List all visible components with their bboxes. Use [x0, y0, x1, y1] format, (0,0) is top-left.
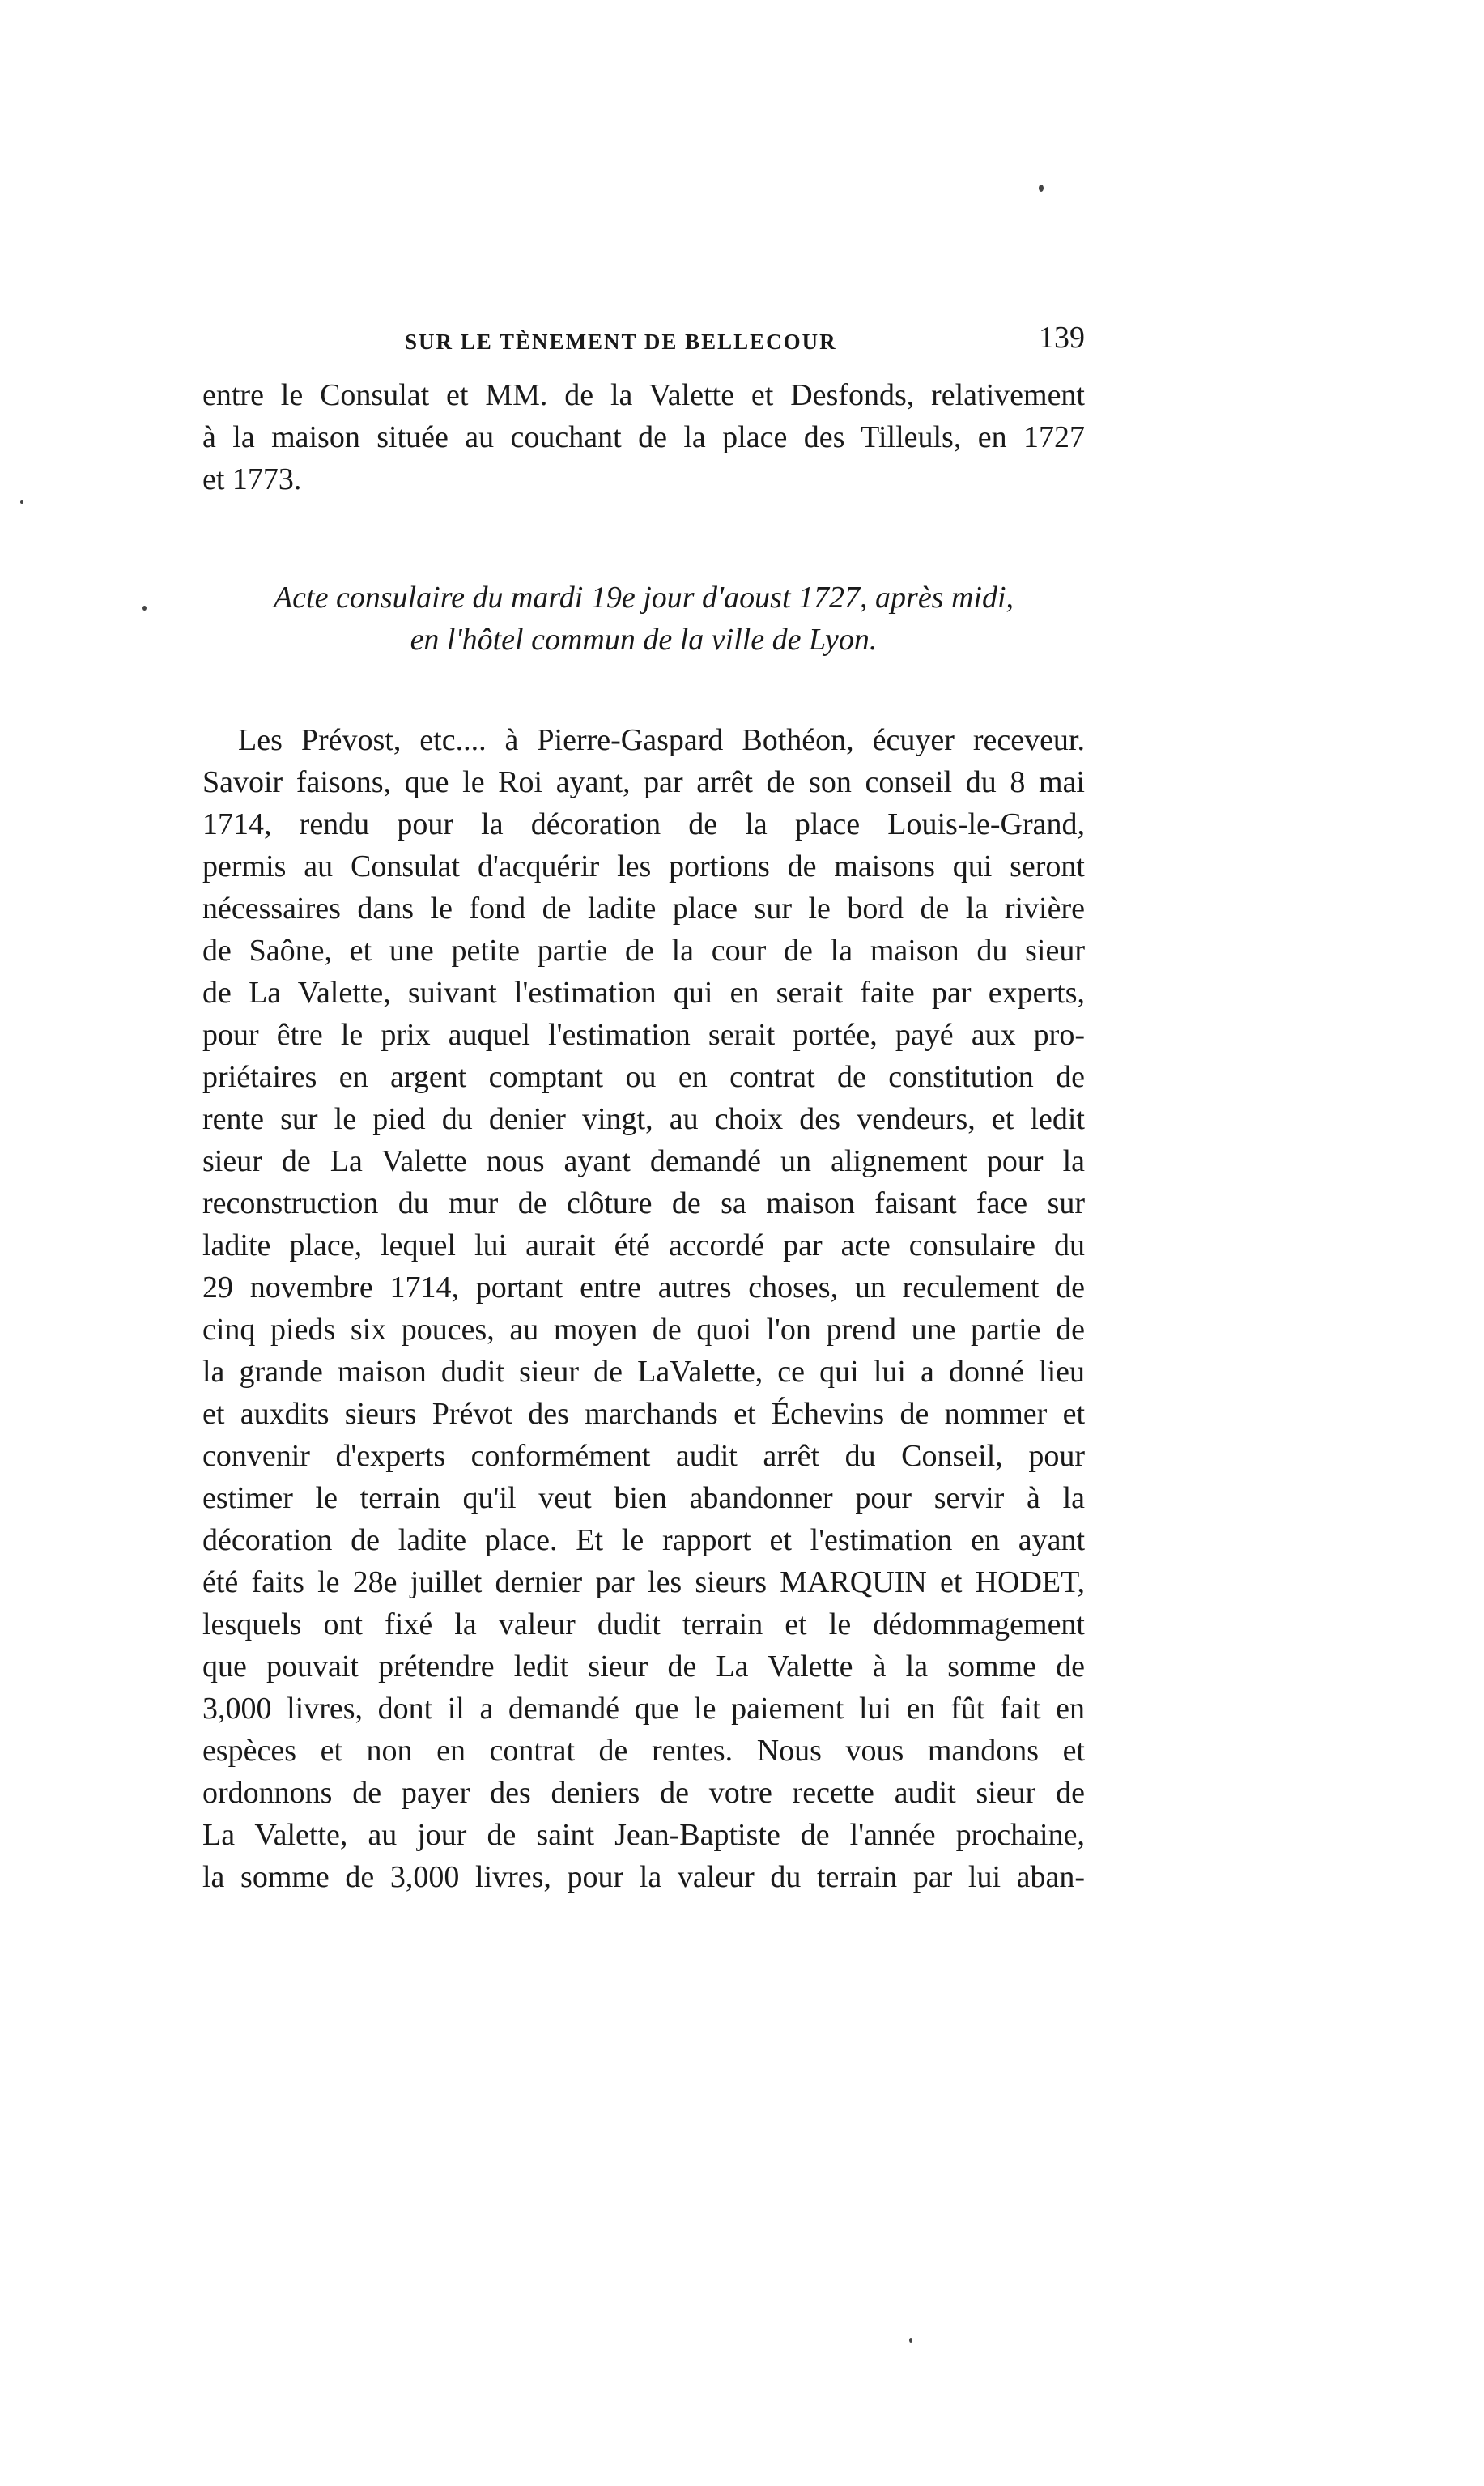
text-line: 29 novembre 1714, portant entre autres choses, un reculement de [202, 1271, 1085, 1305]
scan-speck [909, 2338, 912, 2343]
text-line: ordonnons de payer des deniers de votre recette audit sieur de [202, 1776, 1085, 1810]
text-line: lesquels ont fixé la valeur dudit terrain et le dédommagement [202, 1607, 1085, 1641]
text-line: la somme de 3,000 livres, pour la valeur du terrain par lui aban- [202, 1860, 1085, 1894]
text-line: 1714, rendu pour la décoration de la place Louis-le-Grand, [202, 807, 1085, 841]
act-title-line: en l'hôtel commun de la ville de Lyon. [410, 623, 878, 657]
text-line: de Saône, et une petite partie de la cour de la maison du sieur [202, 934, 1085, 968]
scan-speck [20, 500, 23, 504]
text-line: priétaires en argent comptant ou en contrat de constitution de [202, 1060, 1085, 1094]
text-line: ladite place, lequel lui aurait été accordé par acte consulaire du [202, 1228, 1085, 1262]
text-line: espèces et non en contrat de rentes. Nous vous mandons et [202, 1734, 1085, 1768]
text-line: Les Prévost, etc.... à Pierre-Gaspard Bothéon, écuyer receveur. [238, 723, 1085, 757]
act-title [202, 577, 1085, 661]
text-line: rente sur le pied du denier vingt, au choix des vendeurs, et ledit [202, 1102, 1085, 1136]
text-line: reconstruction du mur de clôture de sa maison faisant face sur [202, 1186, 1085, 1220]
text-line: que pouvait prétendre ledit sieur de La Valette à la somme de [202, 1650, 1085, 1684]
text-line: entre le Consulat et MM. de la Valette et Desfonds, relativement [202, 378, 1085, 412]
running-title: SUR LE TÈNEMENT DE BELLECOUR [405, 330, 837, 354]
text-line: pour être le prix auquel l'estimation serait portée, payé aux pro- [202, 1018, 1085, 1052]
text-line: de La Valette, suivant l'estimation qui en serait faite par experts, [202, 976, 1085, 1010]
scan-speck [142, 606, 147, 611]
text-line: convenir d'experts conformément audit arrêt du Conseil, pour [202, 1439, 1085, 1473]
act-title-line: Acte consulaire du mardi 19e jour d'aoust 1727, après midi, [273, 581, 1014, 615]
text-line: Savoir faisons, que le Roi ayant, par arrêt de son conseil du 8 mai [202, 765, 1085, 799]
text-line: cinq pieds six pouces, au moyen de quoi l'on prend une partie de [202, 1313, 1085, 1347]
text-line: permis au Consulat d'acquérir les portions de maisons qui seront [202, 849, 1085, 883]
page-header [202, 320, 1085, 360]
text-line: à la maison située au couchant de la place des Tilleuls, en 1727 [202, 420, 1085, 454]
text-line: la grande maison dudit sieur de LaValette, ce qui lui a donné lieu [202, 1355, 1085, 1389]
text-line: sieur de La Valette nous ayant demandé un alignement pour la [202, 1144, 1085, 1178]
text-line: décoration de ladite place. Et le rapport et l'estimation en ayant [202, 1523, 1085, 1557]
text-line: et 1773. [202, 462, 302, 496]
text-line: nécessaires dans le fond de ladite place sur le bord de la rivière [202, 892, 1085, 926]
scan-speck [1039, 185, 1044, 192]
text-line: 3,000 livres, dont il a demandé que le paiement lui en fût fait en [202, 1692, 1085, 1726]
text-line: été faits le 28e juillet dernier par les sieurs MARQUIN et HODET, [202, 1565, 1085, 1599]
text-line: La Valette, au jour de saint Jean-Baptiste de l'année prochaine, [202, 1818, 1085, 1852]
page-number: 139 [1039, 321, 1085, 355]
body-paragraph [202, 719, 1085, 1898]
text-line: estimer le terrain qu'il veut bien abandonner pour servir à la [202, 1481, 1085, 1515]
intro-paragraph [202, 374, 1085, 500]
text-line: et auxdits sieurs Prévot des marchands et Échevins de nommer et [202, 1397, 1085, 1431]
